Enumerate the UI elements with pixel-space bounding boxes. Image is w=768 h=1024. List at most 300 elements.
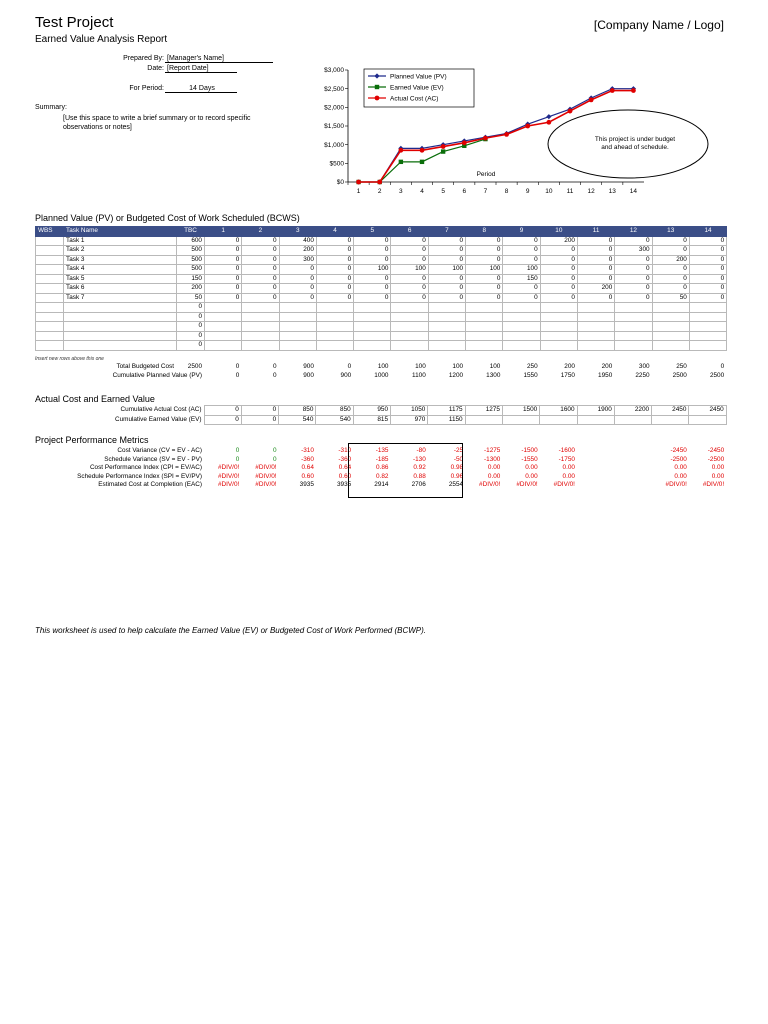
period-value-cell: 400	[279, 236, 316, 246]
metric-value-cell	[577, 464, 614, 473]
period-value-cell: 0	[466, 274, 503, 284]
period-value-cell: 0	[615, 265, 652, 275]
period-value-cell: 0	[354, 246, 391, 256]
cumulative-ev-cell	[540, 415, 577, 425]
period-value-cell	[466, 303, 503, 313]
column-header: 14	[689, 227, 726, 237]
period-value-cell	[652, 341, 689, 351]
data-point	[377, 180, 382, 185]
summary-label: Summary:	[35, 104, 67, 111]
metric-value-cell: 0.98	[450, 464, 464, 471]
period-value-cell	[540, 331, 577, 341]
data-point	[568, 109, 573, 114]
period-value-cell: 0	[205, 284, 242, 294]
period-value-cell: 0	[205, 236, 242, 246]
cumulative-ac-cell: 2200	[614, 406, 651, 416]
x-tick-label: 5	[441, 188, 445, 195]
period-total-cell: 250	[676, 363, 687, 370]
period-value-cell: 0	[242, 284, 279, 294]
table-row	[36, 303, 727, 313]
metric-value-cell	[577, 481, 614, 490]
current-period-highlight	[348, 443, 463, 498]
period-value-cell: 0	[242, 274, 279, 284]
period-value-cell: 0	[242, 293, 279, 303]
data-point	[420, 160, 424, 164]
tbc-cell: 600	[177, 236, 205, 246]
metric-value-cell: 0.00	[487, 472, 501, 480]
cumulative-ac-row	[35, 406, 726, 416]
x-tick-label: 14	[629, 188, 638, 195]
cumulative-ev-label: Cumulative Earned Value (EV)	[114, 415, 202, 423]
period-value-cell: 0	[316, 246, 353, 256]
period-value-cell: 200	[652, 255, 689, 265]
period-value-cell: 0	[205, 274, 242, 284]
footer-note: This worksheet is used to help calculate the Earned Value (EV) or Budgeted Cost of Work Performed (BCWP).	[35, 626, 426, 635]
pv-totals-table	[35, 363, 726, 380]
period-total-cell: 100	[415, 363, 426, 370]
cumulative-ev-cell: 970	[391, 415, 428, 425]
total-budget-row	[35, 363, 726, 372]
cumulative-pv-cell: 2500	[709, 371, 725, 379]
cumulative-ev-row	[35, 415, 726, 425]
cumulative-pv-cell: 1100	[412, 371, 426, 379]
column-header: WBS	[36, 227, 64, 237]
status-callout-text: This project is under budget and ahead of schedule.	[594, 136, 676, 151]
pv-table	[35, 226, 727, 351]
period-value-cell: 0	[577, 255, 614, 265]
cumulative-pv-cell: 1300	[486, 371, 501, 379]
metric-value-cell: -135	[375, 447, 389, 454]
data-point	[441, 144, 446, 149]
metric-value-cell: 0.64	[338, 464, 352, 471]
column-header: 3	[279, 227, 316, 237]
series-earned-value-ev	[356, 137, 487, 184]
period-value-cell: 0	[279, 284, 316, 294]
metric-value-cell: -1300	[484, 455, 501, 463]
cumulative-ev-cell	[652, 415, 689, 425]
period-total-cell: 0	[347, 363, 352, 370]
task-name-cell	[64, 312, 177, 322]
table-row	[36, 331, 727, 341]
table-row	[36, 322, 727, 332]
cumulative-ac-cell: 0	[241, 406, 278, 416]
period-value-cell: 50	[652, 293, 689, 303]
data-point	[399, 160, 403, 164]
data-point	[525, 124, 530, 129]
metric-value-cell	[614, 481, 651, 490]
cumulative-ac-cell: 850	[316, 406, 353, 416]
wbs-cell	[36, 236, 64, 246]
period-total-cell: 100	[489, 363, 501, 370]
period-value-cell	[540, 312, 577, 322]
period-value-cell: 0	[466, 236, 503, 246]
period-value-cell: 0	[689, 236, 726, 246]
period-value-cell	[428, 303, 465, 313]
period-value-cell: 0	[279, 265, 316, 275]
cumulative-pv-cell: 0	[273, 371, 277, 379]
period-value-cell: 100	[428, 265, 465, 275]
period-value-cell	[652, 312, 689, 322]
period-value-cell: 0	[428, 284, 465, 294]
x-axis-label: Period	[476, 171, 496, 178]
x-tick-label: 13	[608, 188, 616, 195]
cumulative-pv-cell: 1000	[374, 371, 389, 379]
period-value-cell	[503, 341, 540, 351]
period-value-cell	[689, 331, 726, 341]
tbc-cell: 0	[177, 312, 205, 322]
period-value-cell: 0	[503, 246, 540, 256]
metric-value-cell: -1275	[484, 447, 501, 454]
period-value-cell: 0	[391, 284, 428, 294]
data-point	[610, 88, 615, 93]
x-tick-label: 6	[462, 188, 467, 195]
period-value-cell	[615, 303, 652, 313]
metric-value-cell: #DIV/0!	[255, 464, 277, 471]
period-value-cell: 0	[354, 236, 391, 246]
cumulative-pv-cell: 1200	[448, 371, 464, 379]
metric-value-cell: -2500	[670, 455, 687, 463]
metric-value-cell: 0	[235, 447, 240, 454]
period-value-cell: 0	[503, 236, 540, 246]
period-label: For Period:	[129, 85, 164, 92]
metric-value-cell: 0	[273, 455, 277, 463]
metric-label: Schedule Variance (SV = EV - PV)	[104, 455, 202, 463]
legend-label: Earned Value (EV)	[390, 84, 444, 92]
period-total-cell: 0	[273, 363, 277, 370]
metric-label: Schedule Performance Index (SPI = EV/PV)	[77, 472, 202, 480]
y-tick-label: $1,000	[324, 141, 344, 149]
period-value-cell: 0	[242, 246, 279, 256]
metric-value-cell: -25	[453, 447, 464, 454]
period-total-cell: 250	[527, 363, 538, 370]
period-value-cell: 100	[391, 265, 428, 275]
cumulative-ac-cell: 1175	[428, 406, 465, 416]
period-value-cell: 0	[316, 284, 353, 294]
y-tick-label: $0	[336, 179, 344, 187]
period-value-cell: 0	[466, 284, 503, 294]
tbc-cell: 500	[177, 246, 205, 256]
table-row	[36, 274, 727, 284]
tbc-cell: 0	[177, 331, 205, 341]
period-value-cell	[391, 312, 428, 322]
column-header: 11	[577, 227, 614, 237]
metric-value-cell: #DIV/0!	[217, 481, 240, 488]
period-value-cell: 0	[615, 284, 652, 294]
period-value-cell	[428, 322, 465, 332]
period-value-cell	[205, 331, 242, 341]
cumulative-pv-label: Cumulative Planned Value (PV)	[112, 371, 202, 379]
cumulative-ac-cell: 1900	[577, 406, 614, 416]
period-value-cell	[242, 322, 279, 332]
cumulative-ac-cell: 2450	[652, 406, 689, 416]
metric-value-cell: #DIV/0!	[255, 481, 277, 488]
cumulative-ev-cell	[689, 415, 726, 425]
cumulative-ac-cell: 2450	[689, 406, 726, 416]
date-field[interactable]: [Report Date]	[165, 65, 237, 73]
period-value-cell	[354, 331, 391, 341]
period-value-cell: 0	[466, 246, 503, 256]
metric-value-cell: -1500	[521, 447, 538, 454]
ac-ev-table	[35, 405, 727, 425]
period-total-cell: 0	[235, 363, 240, 370]
period-value-cell: 0	[242, 255, 279, 265]
period-value-cell: 0	[652, 236, 689, 246]
period-value-cell	[689, 322, 726, 332]
period-value-cell	[279, 322, 316, 332]
period-value-cell: 100	[503, 265, 540, 275]
total-tbc-cell: 2500	[187, 363, 202, 370]
period-value-cell: 0	[577, 293, 614, 303]
cumulative-ev-cell: 0	[241, 415, 278, 425]
period-total-cell: 300	[638, 363, 650, 370]
data-point	[589, 97, 594, 102]
metric-label: Cost Variance (CV = EV - AC)	[117, 447, 202, 454]
wbs-cell	[36, 255, 64, 265]
metric-value-cell: 0.00	[487, 464, 501, 471]
table-header-row	[36, 227, 727, 237]
period-value-cell	[466, 322, 503, 332]
tbc-cell: 0	[177, 303, 205, 313]
period-value-cell: 0	[503, 255, 540, 265]
period-value-cell	[391, 303, 428, 313]
table-row	[36, 246, 727, 256]
period-value-cell	[242, 303, 279, 313]
report-subtitle: Earned Value Analysis Report	[35, 34, 168, 45]
metric-value-cell: #DIV/0!	[665, 481, 687, 488]
metric-value-cell: 0.00	[711, 472, 725, 480]
period-value-cell	[205, 303, 242, 313]
period-value-cell	[428, 312, 465, 322]
project-title: Test Project	[35, 14, 114, 31]
period-value-cell: 0	[205, 293, 242, 303]
metric-value-cell: 0.60	[301, 472, 314, 480]
period-value-cell	[652, 331, 689, 341]
insert-rows-note: Insert new rows above this one	[35, 356, 104, 362]
period-value-cell: 0	[428, 255, 465, 265]
period-value-cell	[391, 331, 428, 341]
period-value-cell: 0	[689, 246, 726, 256]
period-value-cell: 0	[503, 293, 540, 303]
legend-label: Planned Value (PV)	[390, 73, 447, 81]
metric-value-cell: -50	[453, 455, 464, 463]
cumulative-ac-cell: 1600	[540, 406, 577, 416]
period-value-cell: 0	[354, 284, 391, 294]
period-value-cell	[503, 303, 540, 313]
metric-value-cell: 0.96	[450, 472, 464, 480]
legend-label: Actual Cost (AC)	[390, 95, 439, 103]
x-tick-label: 10	[545, 188, 553, 195]
cumulative-pv-cell: 2500	[672, 371, 687, 379]
tbc-cell: 0	[177, 322, 205, 332]
x-tick-label: 7	[483, 188, 488, 195]
period-value-cell	[466, 312, 503, 322]
period-value-cell: 0	[428, 274, 465, 284]
period-value-cell: 100	[354, 265, 391, 275]
period-value-cell	[577, 331, 614, 341]
period-value-cell: 0	[316, 265, 353, 275]
y-tick-label: $1,500	[324, 123, 344, 131]
metric-value-cell: 0.82	[376, 472, 389, 480]
task-name-cell	[64, 341, 177, 351]
prepared-by-field[interactable]: [Manager's Name]	[165, 55, 273, 63]
period-value-cell: 0	[205, 246, 242, 256]
period-value-cell: 0	[540, 265, 577, 275]
period-value-cell: 0	[615, 255, 652, 265]
x-tick-label: 8	[504, 188, 509, 195]
period-value-cell: 0	[391, 293, 428, 303]
metric-value-cell: -310	[301, 447, 314, 454]
metric-value-cell	[614, 473, 651, 482]
period-value-cell: 0	[615, 293, 652, 303]
period-value-cell: 0	[354, 255, 391, 265]
task-name-cell	[64, 322, 177, 332]
metric-value-cell: 0.00	[674, 464, 687, 471]
period-value-cell: 0	[205, 265, 242, 275]
cumulative-pv-cell: 1550	[523, 371, 538, 379]
period-value-cell: 0	[316, 293, 353, 303]
cumulative-pv-cell: 0	[235, 371, 240, 379]
y-tick-label: $2,500	[324, 85, 344, 93]
x-tick-label: 11	[566, 188, 574, 195]
period-value-cell: 0	[316, 236, 353, 246]
data-point	[504, 132, 509, 137]
metric-value-cell: -360	[338, 455, 352, 463]
tbc-cell: 500	[177, 265, 205, 275]
pv-section-title: Planned Value (PV) or Budgeted Cost of Work Scheduled (BCWS)	[35, 213, 300, 223]
column-header: TBC	[177, 227, 205, 237]
wbs-cell	[36, 303, 64, 313]
x-tick-label: 3	[399, 188, 403, 195]
task-name-cell	[64, 303, 177, 313]
period-field[interactable]: 14 Days	[165, 85, 237, 93]
period-value-cell: 0	[428, 246, 465, 256]
period-value-cell: 0	[540, 284, 577, 294]
period-value-cell: 0	[615, 274, 652, 284]
metric-value-cell: -185	[375, 455, 389, 463]
metric-value-cell: -2450	[707, 447, 725, 454]
metric-value-cell: #DIV/0!	[553, 481, 575, 488]
metric-value-cell: -1550	[521, 455, 538, 463]
period-value-cell: 0	[540, 246, 577, 256]
data-point	[441, 149, 445, 153]
period-value-cell: 0	[466, 293, 503, 303]
period-value-cell: 0	[615, 236, 652, 246]
date-label: Date:	[147, 65, 164, 72]
period-value-cell: 0	[577, 246, 614, 256]
period-value-cell	[279, 341, 316, 351]
table-row	[36, 341, 727, 351]
period-value-cell	[354, 322, 391, 332]
metric-value-cell: 0.00	[562, 464, 575, 471]
column-header: 5	[354, 227, 391, 237]
period-value-cell	[466, 331, 503, 341]
metric-value-cell: 0	[273, 447, 277, 454]
cumulative-ev-cell: 0	[204, 415, 241, 425]
metric-value-cell	[577, 473, 614, 482]
metric-value-cell: -310	[338, 447, 352, 454]
metric-value-cell: 0.00	[711, 464, 725, 471]
column-header: 8	[466, 227, 503, 237]
period-value-cell	[316, 312, 353, 322]
period-value-cell	[689, 303, 726, 313]
period-value-cell: 0	[689, 284, 726, 294]
wbs-cell	[36, 293, 64, 303]
metric-value-cell: -2450	[670, 447, 687, 454]
metric-value-cell	[577, 456, 614, 465]
period-value-cell	[205, 312, 242, 322]
wbs-cell	[36, 341, 64, 351]
metric-value-cell: #DIV/0!	[217, 472, 240, 480]
period-total-cell: 200	[564, 363, 575, 370]
tbc-cell: 200	[177, 284, 205, 294]
metric-value-cell: 0.00	[674, 472, 687, 480]
metric-value-cell: #DIV/0!	[217, 464, 240, 471]
period-total-cell: 200	[601, 363, 613, 370]
period-value-cell	[391, 322, 428, 332]
period-value-cell	[689, 341, 726, 351]
wbs-cell	[36, 322, 64, 332]
table-row	[36, 255, 727, 265]
metric-value-cell	[614, 456, 651, 465]
metric-value-cell: -1600	[558, 447, 575, 454]
column-header: 1	[205, 227, 242, 237]
period-value-cell: 0	[428, 236, 465, 246]
table-row	[36, 293, 727, 303]
y-tick-label: $3,000	[324, 67, 344, 75]
period-value-cell: 0	[577, 236, 614, 246]
cumulative-ac-cell: 850	[279, 406, 316, 416]
cumulative-pv-cell: 2250	[635, 371, 650, 379]
metric-value-cell: -130	[412, 455, 426, 463]
summary-text[interactable]: [Use this space to write a brief summary or to record specific observations or notes]	[63, 115, 251, 131]
period-value-cell: 0	[316, 255, 353, 265]
wbs-cell	[36, 246, 64, 256]
metric-value-cell	[614, 464, 651, 473]
wbs-cell	[36, 284, 64, 294]
table-row	[36, 312, 727, 322]
period-value-cell	[503, 312, 540, 322]
metric-value-cell: 0.00	[525, 464, 538, 471]
cumulative-pv-cell: 1950	[598, 371, 613, 379]
period-value-cell: 0	[689, 293, 726, 303]
period-value-cell	[615, 322, 652, 332]
metric-value-cell: #DIV/0!	[702, 481, 725, 488]
cumulative-ev-cell: 540	[316, 415, 353, 425]
period-value-cell	[205, 322, 242, 332]
period-value-cell: 0	[689, 255, 726, 265]
metric-value-cell: 0	[235, 455, 240, 463]
metric-value-cell	[577, 447, 614, 456]
tbc-cell: 150	[177, 274, 205, 284]
data-point	[375, 96, 380, 101]
period-value-cell	[316, 331, 353, 341]
wbs-cell	[36, 331, 64, 341]
period-value-cell	[242, 341, 279, 351]
period-value-cell	[279, 303, 316, 313]
cumulative-ev-cell	[577, 415, 614, 425]
period-value-cell: 0	[689, 265, 726, 275]
metric-value-cell: #DIV/0!	[255, 472, 277, 480]
metric-value-cell	[614, 447, 651, 456]
cumulative-ev-cell	[465, 415, 502, 425]
x-tick-label: 4	[420, 188, 424, 195]
period-value-cell: 0	[540, 255, 577, 265]
x-tick-label: 9	[525, 188, 530, 195]
period-value-cell	[316, 322, 353, 332]
metric-value-cell: 0.92	[413, 464, 426, 471]
table-row	[36, 236, 727, 246]
task-name-cell: Task 5	[64, 274, 177, 284]
